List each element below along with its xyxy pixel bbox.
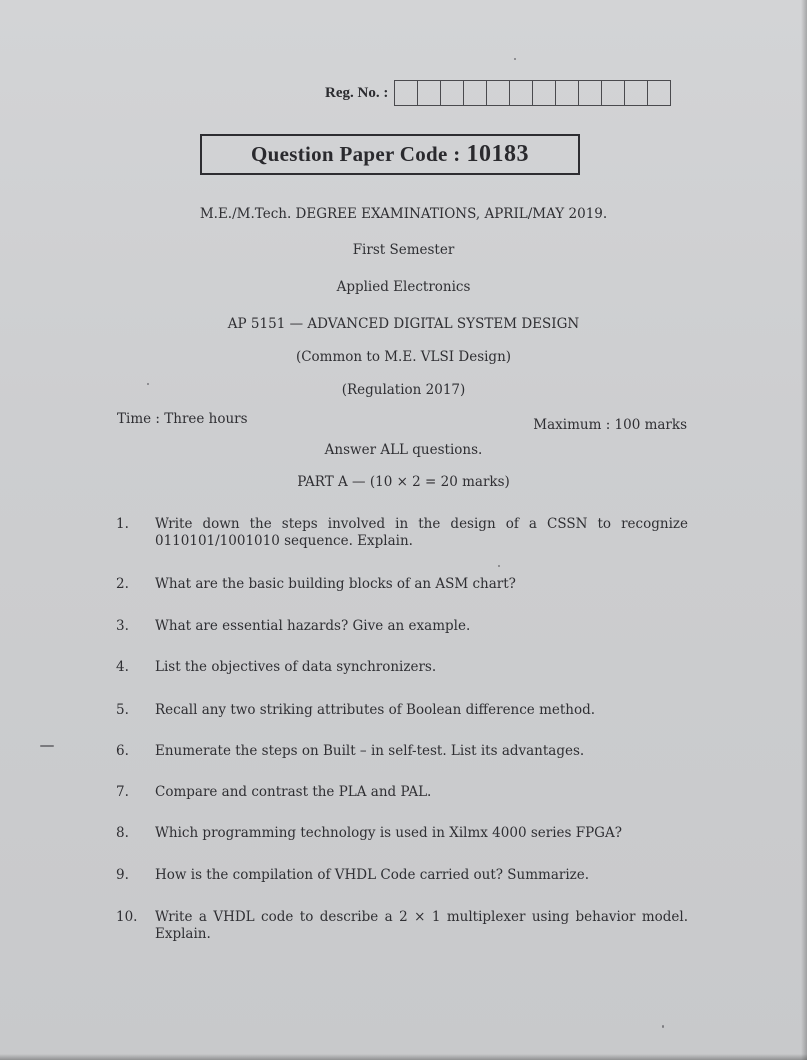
scan-edge-bottom bbox=[0, 1054, 807, 1060]
question-text: How is the compilation of VHDL Code carried out? Summarize. bbox=[155, 867, 590, 883]
exam-title: M.E./M.Tech. DEGREE EXAMINATIONS, APRIL/MAY 2019. bbox=[199, 206, 608, 222]
question-item bbox=[116, 702, 688, 719]
reg-no-digit-box bbox=[464, 81, 487, 105]
question-text: List the objectives of data synchronizers. bbox=[155, 659, 437, 675]
scan-speck bbox=[662, 1025, 664, 1028]
question-item bbox=[116, 618, 688, 635]
question-number: 9. bbox=[116, 867, 129, 883]
duration: Time : Three hours bbox=[117, 411, 248, 427]
semester: First Semester bbox=[352, 242, 455, 258]
question-item bbox=[116, 516, 688, 550]
question-item bbox=[116, 743, 688, 760]
question-text: Enumerate the steps on Built – in self-test. List its advantages. bbox=[155, 743, 585, 759]
question-text: Write a VHDL code to describe a 2 × 1 multiplexer using behavior model. Explain. bbox=[155, 909, 688, 942]
question-paper-code-value: 10183 bbox=[466, 141, 529, 167]
question-number: 6. bbox=[116, 743, 129, 759]
question-paper-code-box bbox=[200, 134, 580, 175]
common-to: (Common to M.E. VLSI Design) bbox=[295, 349, 512, 365]
question-item bbox=[116, 784, 688, 801]
reg-no-digit-box bbox=[602, 81, 625, 105]
reg-no-digit-box bbox=[579, 81, 602, 105]
question-number: 8. bbox=[116, 825, 129, 841]
question-item bbox=[116, 909, 688, 943]
question-item bbox=[116, 825, 688, 842]
scan-edge-right bbox=[801, 0, 807, 1060]
question-text: What are essential hazards? Give an example. bbox=[155, 618, 471, 634]
reg-no-row bbox=[325, 80, 671, 106]
reg-no-digit-box bbox=[395, 81, 418, 105]
branch: Applied Electronics bbox=[336, 279, 471, 295]
reg-no-label: Reg. No. : bbox=[325, 84, 389, 101]
question-paper-code-label: Question Paper Code : bbox=[251, 142, 461, 166]
question-number: 2. bbox=[116, 576, 129, 592]
question-item bbox=[116, 867, 688, 884]
reg-no-digit-box bbox=[648, 81, 670, 105]
reg-no-digit-box bbox=[418, 81, 441, 105]
reg-no-digit-box bbox=[556, 81, 579, 105]
instruction: Answer ALL questions. bbox=[324, 442, 483, 458]
reg-no-digit-box bbox=[487, 81, 510, 105]
reg-no-digit-box bbox=[533, 81, 556, 105]
question-item bbox=[116, 576, 688, 593]
question-number: 1. bbox=[116, 516, 129, 532]
question-number: 3. bbox=[116, 618, 129, 634]
question-text: Recall any two striking attributes of Boolean difference method. bbox=[155, 702, 596, 718]
scan-speck bbox=[514, 58, 516, 60]
regulation: (Regulation 2017) bbox=[341, 382, 466, 398]
scan-speck bbox=[498, 565, 500, 567]
part-heading: PART A — (10 × 2 = 20 marks) bbox=[297, 474, 510, 490]
question-item bbox=[116, 659, 688, 676]
question-number: 10. bbox=[116, 909, 138, 925]
question-text: What are the basic building blocks of an ASM chart? bbox=[155, 576, 516, 592]
question-text: Compare and contrast the PLA and PAL. bbox=[155, 784, 432, 800]
reg-no-boxes bbox=[394, 80, 671, 106]
question-number: 4. bbox=[116, 659, 129, 675]
question-text: Write down the steps involved in the design of a CSSN to recognize 0110101/1001010 sequence. Explain. bbox=[155, 516, 688, 549]
question-number: 7. bbox=[116, 784, 129, 800]
maximum-marks: Maximum : 100 marks bbox=[533, 417, 687, 433]
reg-no-digit-box bbox=[510, 81, 533, 105]
question-number: 5. bbox=[116, 702, 129, 718]
reg-no-digit-box bbox=[625, 81, 648, 105]
question-text: Which programming technology is used in Xilmx 4000 series FPGA? bbox=[155, 825, 622, 841]
scan-speck bbox=[40, 745, 54, 747]
reg-no-digit-box bbox=[441, 81, 464, 105]
course-title: AP 5151 — ADVANCED DIGITAL SYSTEM DESIGN bbox=[227, 316, 580, 332]
